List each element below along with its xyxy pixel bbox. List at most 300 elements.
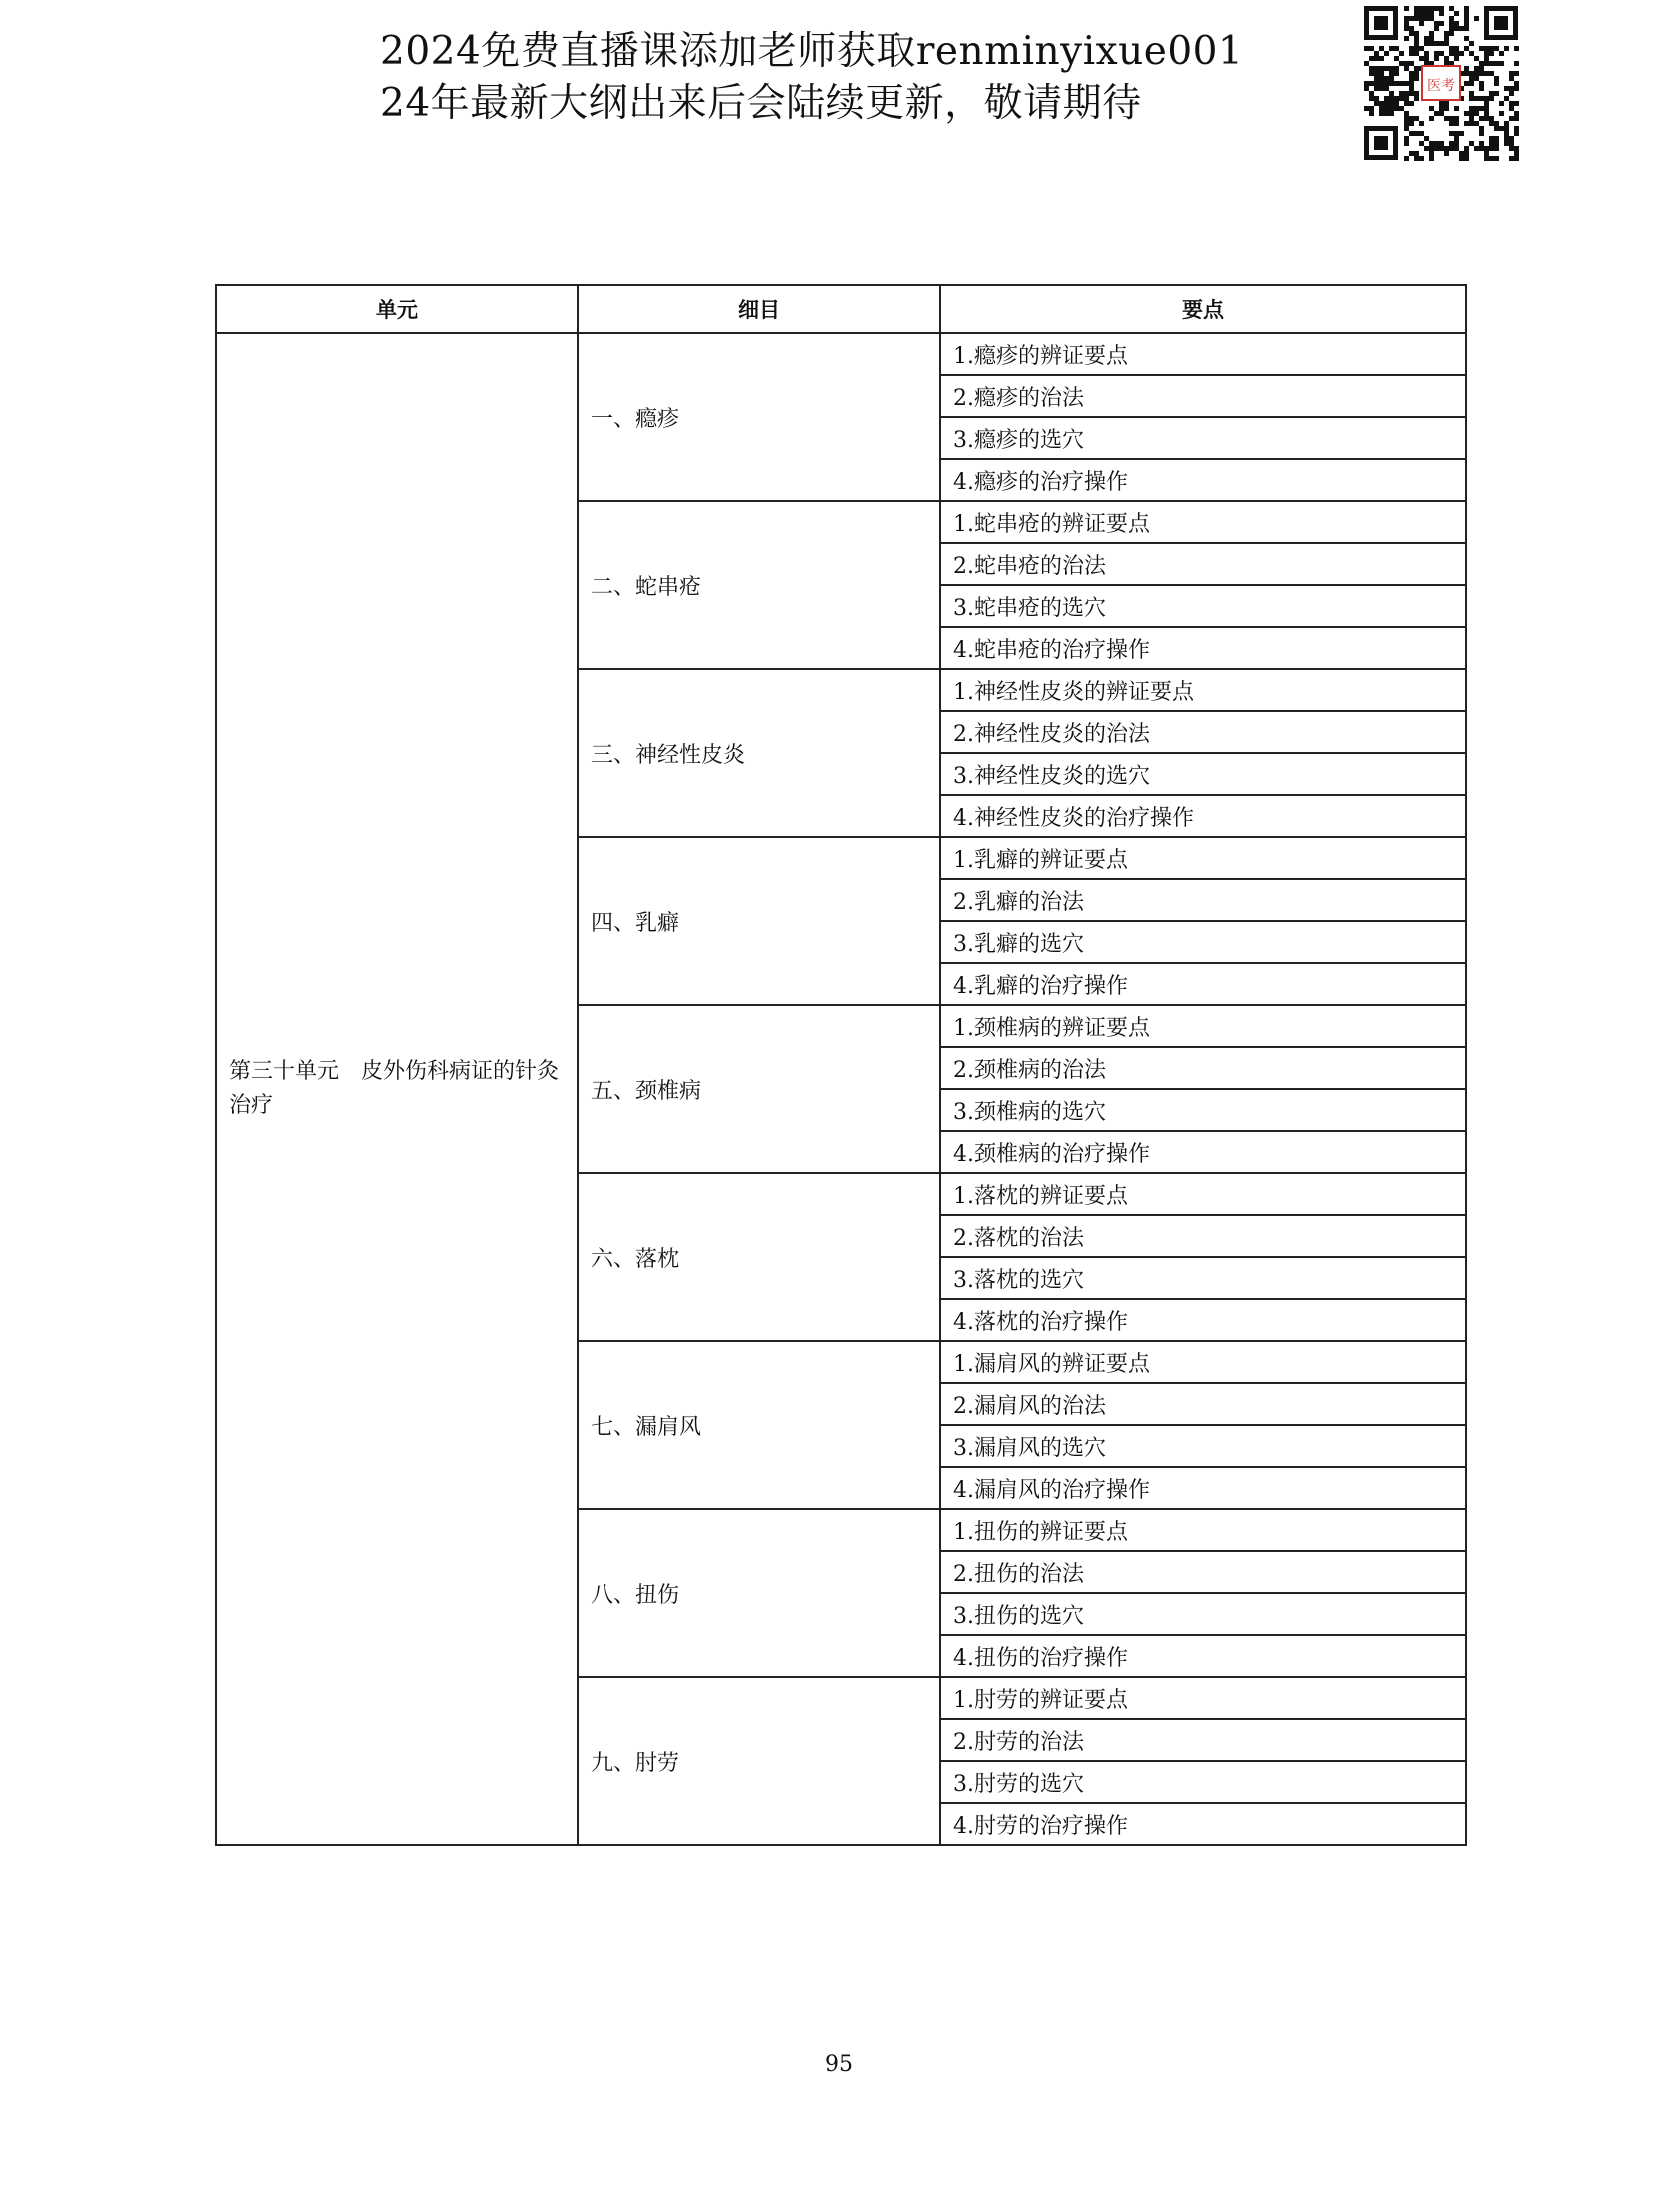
qr-module [1454,11,1459,16]
qr-module [1369,96,1374,101]
qr-module [1414,91,1419,96]
qr-module [1454,121,1459,126]
qr-module [1469,51,1474,56]
point-cell: 1.神经性皮炎的辨证要点 [940,669,1466,711]
qr-module [1414,31,1419,36]
qr-module [1509,141,1514,146]
qr-module [1469,106,1474,111]
qr-module [1479,96,1484,101]
qr-module [1374,86,1379,91]
qr-module [1434,26,1439,31]
qr-module [1419,11,1424,16]
qr-module [1489,116,1494,121]
qr-module [1409,76,1414,81]
qr-module [1369,91,1374,96]
item-cell: 七、漏肩风 [578,1341,940,1509]
qr-module [1504,126,1509,131]
qr-module [1404,81,1409,86]
qr-module [1494,61,1499,66]
point-cell: 3.颈椎病的选穴 [940,1089,1466,1131]
qr-module [1469,76,1474,81]
qr-module [1464,36,1469,41]
qr-module [1444,106,1449,111]
qr-module [1424,11,1429,16]
qr-module [1429,141,1434,146]
qr-module [1394,96,1399,101]
qr-module [1474,146,1479,151]
point-cell: 2.瘾疹的治法 [940,375,1466,417]
qr-module [1484,156,1489,161]
qr-module [1464,156,1469,161]
point-cell: 4.神经性皮炎的治疗操作 [940,795,1466,837]
page-number: 95 [825,2052,853,2077]
qr-module [1379,111,1384,116]
qr-module [1464,66,1469,71]
point-cell: 3.神经性皮炎的选穴 [940,753,1466,795]
qr-module [1409,121,1414,126]
qr-module [1484,146,1489,151]
qr-module [1509,76,1514,81]
qr-module [1429,151,1434,156]
point-cell: 3.瘾疹的选穴 [940,417,1466,459]
point-cell: 3.扭伤的选穴 [940,1593,1466,1635]
qr-module [1364,81,1369,86]
qr-module [1484,111,1489,116]
point-cell: 1.蛇串疮的辨证要点 [940,501,1466,543]
qr-module [1424,146,1429,151]
qr-module [1409,86,1414,91]
qr-module [1489,136,1494,141]
qr-module [1469,121,1474,126]
qr-center-label: 医考 [1427,78,1455,94]
qr-module [1509,101,1514,106]
qr-module [1489,51,1494,56]
qr-module [1514,126,1519,131]
qr-module [1414,131,1419,136]
qr-module [1434,141,1439,146]
qr-module [1494,156,1499,161]
point-cell: 2.肘劳的治法 [940,1719,1466,1761]
item-cell: 五、颈椎病 [578,1005,940,1173]
qr-module [1409,46,1414,51]
qr-module [1414,41,1419,46]
qr-module [1439,51,1444,56]
qr-module [1469,96,1474,101]
point-cell: 1.落枕的辨证要点 [940,1173,1466,1215]
qr-module [1454,116,1459,121]
qr-module [1439,141,1444,146]
point-cell: 1.颈椎病的辨证要点 [940,1005,1466,1047]
point-cell: 1.肘劳的辨证要点 [940,1677,1466,1719]
qr-module [1404,61,1409,66]
qr-module [1479,141,1484,146]
qr-module [1449,16,1454,21]
unit-cell: 第三十单元 皮外伤科病证的针灸治疗 [216,333,578,1845]
point-cell: 4.肘劳的治疗操作 [940,1803,1466,1845]
qr-module [1434,56,1439,61]
qr-module [1504,121,1509,126]
qr-module [1514,111,1519,116]
qr-module [1414,66,1419,71]
qr-module [1399,51,1404,56]
qr-module [1444,31,1449,36]
qr-module [1484,56,1489,61]
qr-module [1464,111,1469,116]
qr-module [1389,66,1394,71]
qr-module [1459,26,1464,31]
qr-module [1444,36,1449,41]
qr-module [1489,121,1494,126]
qr-module [1409,26,1414,31]
qr-module [1504,131,1509,136]
qr-module [1414,36,1419,41]
point-cell: 3.蛇串疮的选穴 [940,585,1466,627]
qr-module [1369,71,1374,76]
qr-module [1479,66,1484,71]
qr-module [1464,6,1469,11]
qr-module [1489,46,1494,51]
qr-module [1489,146,1494,151]
qr-module [1409,116,1414,121]
qr-module [1414,151,1419,156]
qr-module [1479,131,1484,136]
qr-module [1514,116,1519,121]
qr-module [1379,81,1384,86]
qr-module [1424,56,1429,61]
qr-module [1499,101,1504,106]
qr-module [1369,81,1374,86]
qr-module [1514,46,1519,51]
qr-module [1484,151,1489,156]
header-line-2: 24年最新大纲出来后会陆续更新，敬请期待 [380,81,1142,126]
qr-module [1509,116,1514,121]
qr-module [1434,6,1439,11]
qr-module [1379,71,1384,76]
qr-module [1464,81,1469,86]
point-cell: 2.漏肩风的治法 [940,1383,1466,1425]
qr-module [1489,61,1494,66]
point-cell: 2.扭伤的治法 [940,1551,1466,1593]
qr-module [1409,101,1414,106]
item-cell: 八、扭伤 [578,1509,940,1677]
qr-module [1404,26,1409,31]
qr-module [1429,6,1434,11]
qr-module [1389,46,1394,51]
qr-module [1484,71,1489,76]
item-cell: 六、落枕 [578,1173,940,1341]
qr-module [1434,41,1439,46]
qr-module [1379,76,1384,81]
qr-module [1469,41,1474,46]
point-cell: 2.颈椎病的治法 [940,1047,1466,1089]
qr-module [1514,86,1519,91]
point-cell: 1.漏肩风的辨证要点 [940,1341,1466,1383]
qr-module [1399,106,1404,111]
qr-module [1489,91,1494,96]
qr-module [1494,126,1499,131]
qr-module [1464,151,1469,156]
qr-module [1404,111,1409,116]
qr-module [1364,106,1369,111]
qr-module [1509,156,1514,161]
qr-module [1474,96,1479,101]
qr-module [1374,76,1379,81]
point-cell: 2.蛇串疮的治法 [940,543,1466,585]
qr-module [1429,16,1434,21]
point-cell: 2.落枕的治法 [940,1215,1466,1257]
point-cell: 3.漏肩风的选穴 [940,1425,1466,1467]
point-cell: 4.蛇串疮的治疗操作 [940,627,1466,669]
qr-module [1404,126,1409,131]
column-header-unit: 单元 [216,285,578,333]
qr-module [1479,61,1484,66]
qr-module [1414,16,1419,21]
qr-module [1444,151,1449,156]
qr-module [1474,106,1479,111]
qr-module [1379,66,1384,71]
qr-module [1479,106,1484,111]
qr-module [1469,71,1474,76]
qr-module [1369,66,1374,71]
qr-module [1479,86,1484,91]
qr-module [1494,46,1499,51]
qr-module [1454,146,1459,151]
item-cell: 二、蛇串疮 [578,501,940,669]
qr-module [1439,41,1444,46]
qr-module [1454,51,1459,56]
qr-module [1414,71,1419,76]
qr-module [1409,51,1414,56]
table-header-row [216,285,1466,333]
qr-module [1514,151,1519,156]
qr-module [1404,101,1409,106]
qr-module [1419,46,1424,51]
qr-module [1364,86,1369,91]
qr-module [1414,46,1419,51]
qr-module [1389,111,1394,116]
qr-module [1414,51,1419,56]
qr-module [1394,46,1399,51]
qr-module [1374,101,1379,106]
qr-module [1384,101,1389,106]
qr-module [1404,121,1409,126]
qr-module [1489,156,1494,161]
point-cell: 4.瘾疹的治疗操作 [940,459,1466,501]
qr-module [1424,36,1429,41]
qr-module [1479,81,1484,86]
qr-module [1369,106,1374,111]
qr-module [1469,116,1474,121]
qr-module [1384,51,1389,56]
qr-module [1389,71,1394,76]
qr-module [1399,91,1404,96]
qr-module [1484,106,1489,111]
qr-module [1379,56,1384,61]
qr-module [1419,56,1424,61]
point-cell: 1.扭伤的辨证要点 [940,1509,1466,1551]
qr-module [1454,21,1459,26]
qr-module [1464,26,1469,31]
qr-module [1369,111,1374,116]
qr-module [1504,86,1509,91]
point-cell: 4.扭伤的治疗操作 [940,1635,1466,1677]
qr-module [1374,96,1379,101]
qr-module [1394,66,1399,71]
qr-module [1474,16,1479,21]
point-cell: 4.颈椎病的治疗操作 [940,1131,1466,1173]
qr-module [1454,136,1459,141]
qr-module [1509,146,1514,151]
qr-module [1484,116,1489,121]
qr-module [1509,86,1514,91]
qr-module [1489,71,1494,76]
qr-module [1469,111,1474,116]
qr-module [1454,26,1459,31]
item-cell: 一、瘾疹 [578,333,940,501]
point-cell: 1.瘾疹的辨证要点 [940,333,1466,375]
qr-module [1389,96,1394,101]
point-cell: 3.落枕的选穴 [940,1257,1466,1299]
qr-module [1409,71,1414,76]
qr-module [1394,106,1399,111]
qr-module [1389,101,1394,106]
qr-code-icon [1362,4,1520,162]
qr-module [1414,6,1419,11]
qr-module [1504,136,1509,141]
qr-module [1484,101,1489,106]
qr-module [1479,146,1484,151]
qr-module [1439,101,1444,106]
qr-module [1399,61,1404,66]
qr-module [1494,91,1499,96]
item-cell: 九、肘劳 [578,1677,940,1845]
qr-module [1489,96,1494,101]
qr-module [1449,51,1454,56]
qr-module [1404,6,1409,11]
qr-module [1514,156,1519,161]
qr-module [1439,21,1444,26]
qr-module [1479,126,1484,131]
qr-module [1419,16,1424,21]
qr-module [1374,66,1379,71]
qr-module [1369,56,1374,61]
qr-module [1409,16,1414,21]
qr-module [1514,81,1519,86]
qr-module [1444,41,1449,46]
qr-module [1494,121,1499,126]
qr-module [1429,36,1434,41]
qr-module [1394,71,1399,76]
point-cell: 1.乳癖的辨证要点 [940,837,1466,879]
point-cell: 4.漏肩风的治疗操作 [940,1467,1466,1509]
qr-module [1409,61,1414,66]
qr-module [1509,71,1514,76]
qr-module [1494,81,1499,86]
qr-module [1469,141,1474,146]
qr-module [1414,76,1419,81]
qr-module [1384,66,1389,71]
qr-module [1464,46,1469,51]
qr-module [1389,91,1394,96]
qr-module [1449,131,1454,136]
qr-module [1414,116,1419,121]
qr-module [1449,146,1454,151]
point-cell: 3.乳癖的选穴 [940,921,1466,963]
qr-module [1499,61,1504,66]
qr-module [1504,46,1509,51]
qr-module [1494,76,1499,81]
qr-module [1459,131,1464,136]
qr-module [1419,131,1424,136]
qr-module [1419,21,1424,26]
qr-module [1404,16,1409,21]
qr-module [1479,46,1484,51]
qr-module [1409,91,1414,96]
qr-module [1464,16,1469,21]
qr-module [1404,141,1409,146]
point-cell: 3.肘劳的选穴 [940,1761,1466,1803]
qr-module [1449,116,1454,121]
qr-module [1439,146,1444,151]
qr-module [1474,66,1479,71]
qr-module [1509,136,1514,141]
qr-module [1439,11,1444,16]
qr-module [1484,51,1489,56]
qr-module [1379,86,1384,91]
qr-module [1504,141,1509,146]
qr-module [1464,71,1469,76]
qr-module [1409,151,1414,156]
qr-module [1454,46,1459,51]
qr-module [1449,26,1454,31]
qr-module [1474,76,1479,81]
qr-module [1404,156,1409,161]
qr-module [1464,146,1469,151]
qr-module [1479,71,1484,76]
qr-module [1434,146,1439,151]
qr-module [1409,81,1414,86]
qr-module [1484,46,1489,51]
qr-module [1449,6,1454,11]
qr-module [1469,91,1474,96]
column-header-points: 要点 [940,285,1466,333]
qr-module [1464,121,1469,126]
qr-module [1494,146,1499,151]
qr-module [1459,51,1464,56]
qr-module [1424,16,1429,21]
qr-module [1404,91,1409,96]
qr-module [1474,111,1479,116]
qr-module [1454,131,1459,136]
qr-module [1419,141,1424,146]
qr-module [1409,131,1414,136]
qr-module [1379,101,1384,106]
qr-module [1449,121,1454,126]
qr-module [1414,96,1419,101]
qr-module [1459,151,1464,156]
qr-module [1384,76,1389,81]
qr-module [1429,31,1434,36]
qr-module [1454,141,1459,146]
qr-module [1414,156,1419,161]
item-cell: 三、神经性皮炎 [578,669,940,837]
qr-module [1399,96,1404,101]
table-row [216,333,1466,375]
qr-module [1509,91,1514,96]
qr-module [1499,111,1504,116]
qr-module [1384,81,1389,86]
qr-module [1514,101,1519,106]
